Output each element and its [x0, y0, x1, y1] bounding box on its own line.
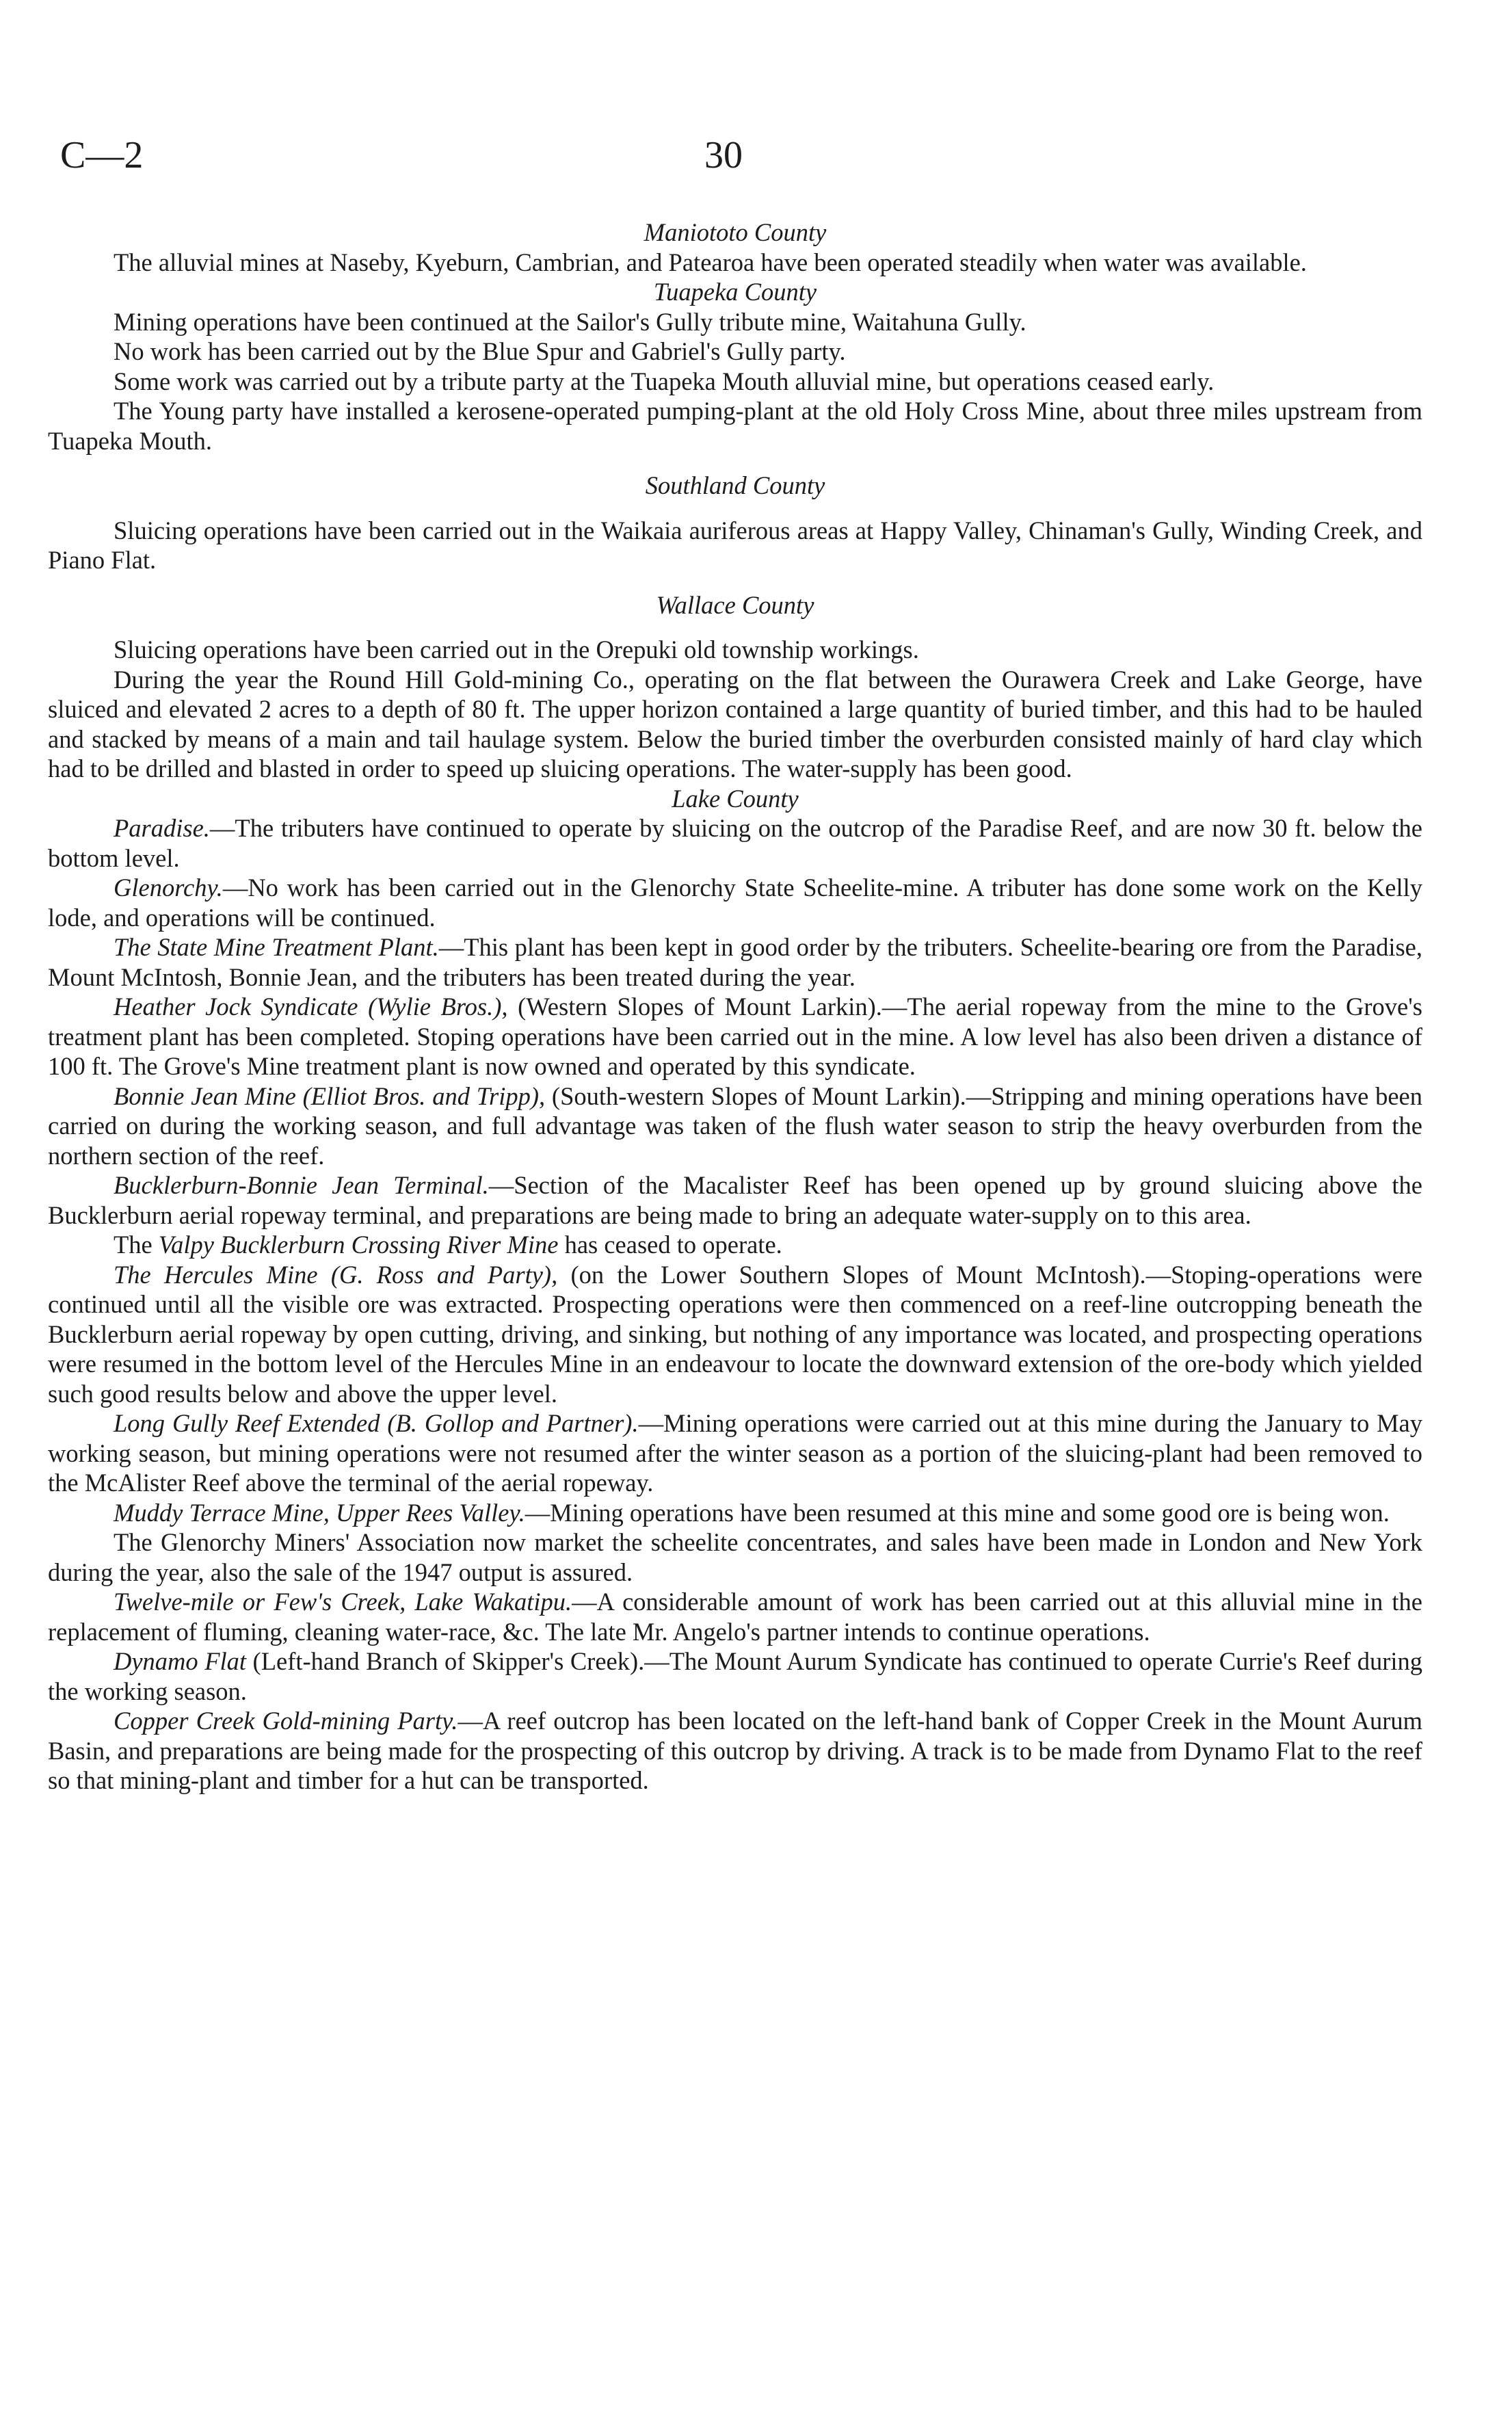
paragraph-lead: Heather Jock Syndicate (Wylie Bros.), — [114, 993, 508, 1021]
section-heading: Wallace County — [656, 590, 814, 619]
document-id: C—2 — [60, 134, 144, 176]
paragraph-text: —Section of the Macalister Reef has been opened up by ground sluicing above the Bucklerburn aerial ropeway terminal, and preparations are being made to bring an adequate water-supply on to this area. — [48, 1171, 1422, 1229]
section-heading: Southland County — [645, 471, 825, 499]
paragraph-text: —Mining operations were carried out at this mine during the January to May working season, but mining operations were not resumed after the winter season as a portion of the sluicing-plant had been removed to the McAlister Reef above the terminal of the aerial ropeway. — [48, 1409, 1422, 1497]
paragraph-text: has ceased to operate. — [558, 1231, 782, 1259]
paragraph: Mining operations have been continued at the Sailor's Gully tribute mine, Waitahuna Gully. — [114, 307, 1026, 336]
paragraph-text: —No work has been carried out in the Glenorchy State Scheelite-mine. A tributer has done some work on the Kelly lode, and operations will be continued. — [48, 873, 1422, 932]
paragraph: The alluvial mines at Naseby, Kyeburn, Cambrian, and Patearoa have been operated steadily when water was available. — [114, 248, 1307, 276]
paragraph-text: (Left-hand Branch of Skipper's Creek).—The Mount Aurum Syndicate has continued to operate Currie's Reef during the working season. — [48, 1647, 1422, 1705]
section-heading: Lake County — [672, 784, 799, 813]
paragraph: The Glenorchy Miners' Association now market the scheelite concentrates, and sales have been made in London and New York during the year, also the sale of the 1947 output is assured. — [48, 1528, 1422, 1586]
paragraph-lead: Glenorchy. — [114, 873, 223, 902]
paragraph-pre: The — [114, 1231, 159, 1259]
paragraph-lead: Long Gully Reef Extended (B. Gollop and Partner). — [114, 1409, 639, 1437]
paragraph — [48, 1081, 1422, 1171]
paragraph-lead: Valpy Bucklerburn Crossing River Mine — [158, 1231, 559, 1259]
paragraph: During the year the Round Hill Gold-mining Co., operating on the flat between the Ourawera Creek and Lake George, have sluiced and elevated 2 acres to a depth of 80 ft. The upper horizon contained a large quantity of buried timber, and this had to be hauled and stacked by means of a main and tail haulage system. Below the buried timber the overburden consisted mainly of hard clay which had to be drilled and blasted in order to speed up sluicing operations. The water-supply has been good. — [48, 665, 1422, 783]
body-text — [48, 218, 1422, 1796]
paragraph-text: (South-western Slopes of Mount Larkin).—Stripping and mining operations have been carried on during the working season, and full advantage was taken of the flush water season to strip the heavy overburden from the northern section of the reef. — [48, 1081, 1422, 1170]
paragraph-text: (Western Slopes of Mount Larkin).—The aerial ropeway from the mine to the Grove's treatment plant has been completed. Stoping operations have been carried out in the mine. A low level has also been driven a distance of 100 ft. The Grove's Mine treatment plant is now owned and operated by this syndicate. — [48, 993, 1422, 1080]
paragraph-text: —A reef outcrop has been located on the left-hand bank of Copper Creek in the Mount Aurum Basin, and preparations are being made for the prospecting of this outcrop by driving. A track is to be made from Dynamo Flat to the reef so that mining-plant and timber for a hut can be transported. — [48, 1707, 1423, 1794]
paragraph: Sluicing operations have been carried out in the Orepuki old township workings. — [114, 635, 919, 663]
paragraph-lead: The Hercules Mine (G. Ross and Party), — [114, 1260, 558, 1289]
paragraph-lead: Paradise. — [114, 814, 210, 842]
paragraph — [48, 813, 1422, 873]
paragraph-lead: Muddy Terrace Mine, Upper Rees Valley. — [114, 1498, 525, 1527]
paragraph — [48, 873, 1422, 932]
paragraph-text: —Mining operations have been resumed at this mine and some good ore is being won. — [525, 1498, 1390, 1527]
page-number: 30 — [704, 134, 743, 176]
paragraph — [48, 1706, 1422, 1796]
paragraph — [48, 932, 1422, 992]
paragraph — [48, 1587, 1422, 1646]
section-heading: Tuapeka County — [653, 278, 817, 306]
paragraph: The Young party have installed a kerosene-operated pumping-plant at the old Holy Cross Mine, about three miles upstream from Tuapeka Mouth. — [48, 397, 1422, 455]
paragraph-lead: Dynamo Flat — [114, 1647, 247, 1675]
paragraph: No work has been carried out by the Blue Spur and Gabriel's Gully party. — [114, 337, 846, 365]
paragraph-text: —This plant has been kept in good order by the tributers. Scheelite-bearing ore from the Paradise, Mount McIntosh, Bonnie Jean, and the tributers has been treated during the year. — [48, 933, 1423, 991]
paragraph: Sluicing operations have been carried out in the Waikaia auriferous areas at Happy Valley, Chinaman's Gully, Winding Creek, and Piano Flat. — [48, 516, 1422, 574]
paragraph — [48, 992, 1422, 1081]
paragraph — [48, 1408, 1422, 1498]
paragraph-lead: Copper Creek Gold-mining Party. — [114, 1707, 458, 1735]
paragraph — [48, 1230, 1422, 1260]
page-header — [0, 133, 1512, 188]
paragraph-text: —The tributers have continued to operate by sluicing on the outcrop of the Paradise Reef, and are now 30 ft. below the bottom level. — [48, 814, 1422, 872]
paragraph-text: —A considerable amount of work has been carried out at this alluvial mine in the replacement of fluming, cleaning water-race, &c. The late Mr. Angelo's partner intends to continue operations. — [48, 1588, 1422, 1646]
paragraph — [48, 1260, 1422, 1409]
paragraph-lead: Twelve-mile or Few's Creek, Lake Wakatipu. — [114, 1588, 572, 1616]
paragraph-lead: Bonnie Jean Mine (Elliot Bros. and Tripp), — [114, 1081, 546, 1110]
paragraph-text: (on the Lower Southern Slopes of Mount McIntosh).—Stoping-operations were continued until all the visible ore was extracted. Prospecting operations were then commenced on a reef-line outcropping beneath the Bucklerburn aerial ropeway by open cutting, driving, and sinking, but nothing of any importance was located, and prospecting operations were resumed in the bottom level of the Hercules Mine in an endeavour to locate the downward extension of the ore-body which yielded such good results below and above the upper level. — [48, 1260, 1422, 1408]
paragraph — [48, 1646, 1422, 1706]
paragraph — [48, 1498, 1422, 1528]
section-heading: Maniototo County — [644, 218, 827, 246]
paragraph-lead: Bucklerburn-Bonnie Jean Terminal. — [114, 1171, 489, 1199]
paragraph: Some work was carried out by a tribute party at the Tuapeka Mouth alluvial mine, but operations ceased early. — [114, 367, 1215, 395]
paragraph — [48, 1170, 1422, 1230]
paragraph-lead: The State Mine Treatment Plant. — [114, 933, 439, 961]
